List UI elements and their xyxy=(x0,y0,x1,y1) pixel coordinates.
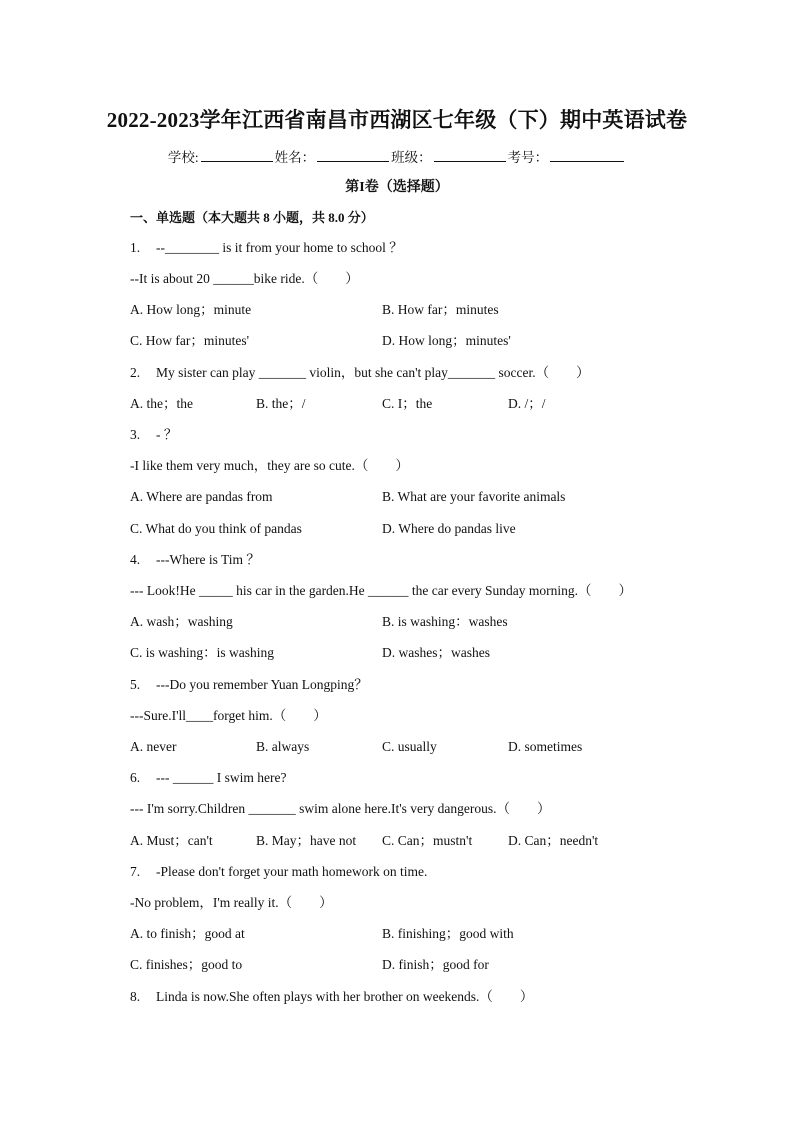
school-blank xyxy=(201,148,273,162)
question-3-option-d: D. Where do pandas live xyxy=(382,521,516,536)
question-6-option-b: B. May；have not xyxy=(256,833,357,848)
student-info-line xyxy=(0,146,794,166)
question-3-option-c: C. What do you think of pandas xyxy=(130,521,302,536)
question-5-stem: 5. ---Do you remember Yuan Longping？ xyxy=(130,677,368,692)
question-2-stem: 2. My sister can play _______ violin，but she can't play_______ soccer.（ ） xyxy=(130,365,590,380)
school-label: 学校: xyxy=(167,150,199,165)
question-7-option-c: C. finishes；good to xyxy=(130,957,243,972)
question-4-option-c: C. is washing：is washing xyxy=(130,645,275,660)
question-5-option-d: D. sometimes xyxy=(508,739,583,754)
question-7-line2: -No problem，I'm really it.（ ） xyxy=(130,895,333,910)
question-8-stem: 8. Linda is now.She often plays with her brother on weekends.（ ） xyxy=(130,989,534,1004)
question-4-line2: --- Look!He _____ his car in the garden.He ______ the car every Sunday morning.（ ） xyxy=(130,583,632,598)
question-5-option-c: C. usually xyxy=(382,739,437,754)
name-blank xyxy=(317,148,389,162)
question-7-stem: 7. -Please don't forget your math homework on time. xyxy=(130,864,428,879)
class-label: 班级： xyxy=(391,150,432,165)
question-2-option-c: C. I；the xyxy=(382,396,433,411)
question-3-line2: -I like them very much，they are so cute.（ ） xyxy=(130,458,409,473)
question-4-stem: 4. ---Where is Tim ？ xyxy=(130,552,260,567)
question-3-stem: 3. - ？ xyxy=(130,427,178,442)
question-1-line2: --It is about 20 ______bike ride.（ ） xyxy=(130,271,359,286)
question-5-option-a: A. never xyxy=(130,739,177,754)
number-label: 考号： xyxy=(507,150,549,165)
question-6-line2: --- I'm sorry.Children _______ swim alone here.It's very dangerous.（ ） xyxy=(130,801,551,816)
question-6-stem: 6. --- ______ I swim here? xyxy=(130,770,287,785)
question-2-option-a: A. the；the xyxy=(130,396,193,411)
question-7-option-a: A. to finish；good at xyxy=(130,926,245,941)
question-1-option-c: C. How far；minutes' xyxy=(130,333,250,348)
question-5-line2: ---Sure.I'll____forget him.（ ） xyxy=(130,708,327,723)
question-4-option-a: A. wash；washing xyxy=(130,614,233,629)
question-1-option-a: A. How long；minute xyxy=(130,302,252,317)
question-3-option-b: B. What are your favorite animals xyxy=(382,489,566,504)
name-label: 姓名： xyxy=(274,150,316,165)
part-title: 第I卷（选择题） xyxy=(345,180,449,195)
section-title: 一、单选题（本大题共 8 小题，共 8.0 分） xyxy=(130,210,374,225)
question-7-option-d: D. finish；good for xyxy=(382,957,489,972)
exam-title: 2022-2023学年江西省南昌市西湖区七年级（下）期中英语试卷 xyxy=(106,108,688,132)
question-5-option-b: B. always xyxy=(256,739,310,754)
question-2-option-b: B. the；/ xyxy=(256,396,306,411)
question-2-option-d: D. /；/ xyxy=(508,396,546,411)
question-1-stem: 1. --________ is it from your home to school ？ xyxy=(130,240,403,255)
question-6-option-d: D. Can；needn't xyxy=(508,833,599,848)
question-3-option-a: A. Where are pandas from xyxy=(130,489,273,504)
question-1-option-b: B. How far；minutes xyxy=(382,302,499,317)
question-1-option-d: D. How long；minutes' xyxy=(382,333,511,348)
question-4-option-b: B. is washing：washes xyxy=(382,614,508,629)
question-7-option-b: B. finishing；good with xyxy=(382,926,514,941)
question-6-option-c: C. Can；mustn't xyxy=(382,833,473,848)
question-6-option-a: A. Must；can't xyxy=(130,833,213,848)
number-blank xyxy=(550,148,624,162)
question-4-option-d: D. washes；washes xyxy=(382,645,490,660)
class-blank xyxy=(434,148,506,162)
